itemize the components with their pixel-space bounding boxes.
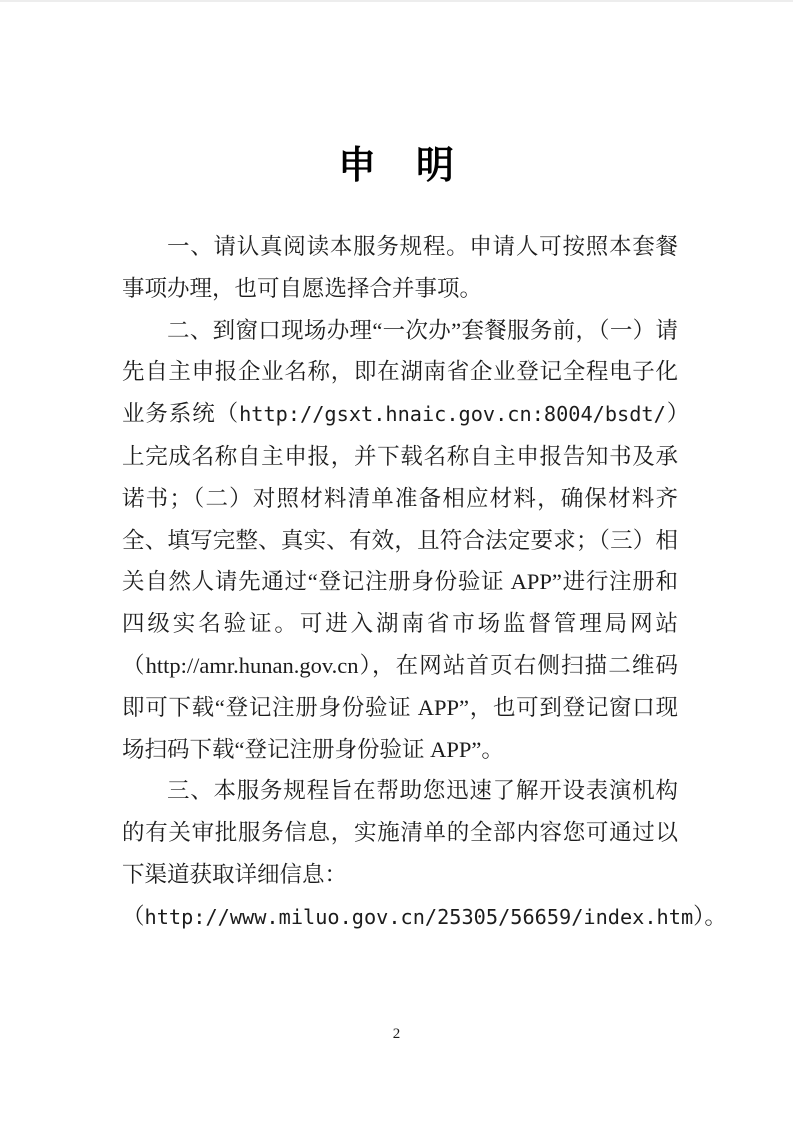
body-text-run: ），在网站首页右侧扫描二维码即可下载“登记注册身份验证 APP”，也可到登记窗口现场扫码下载“登记注册身份验证 APP”。 [122,652,678,762]
body-text-run: ）。 [693,903,727,929]
paragraph [122,310,678,771]
document-body [122,226,727,939]
page-number: 2 [392,1026,401,1042]
body-text-run: 一、请认真阅读本服务规程。申请人可按照本套餐事项办理，也可自愿选择合并事项。 [122,234,678,301]
paragraph [122,896,727,939]
url-text: http://www.miluo.gov.cn/25305/56659/index.htm [144,904,694,929]
body-text-run: 二、到窗口现场办理“一次办”套餐服务前，（一）请先自主申报企业名称，即在湖南省企业登记全程电子化业务系统（ [122,317,678,427]
url-text: http://amr.hunan.gov.cn [145,652,359,678]
body-text-run: 三、本服务规程旨在帮助您迅速了解开设表演机构的有关审批服务信息，实施清单的全部内容您可通过以下渠道获取详细信息： [122,778,678,887]
paragraph [122,226,678,310]
body-text-run: ）上完成名称自主申报，并下载名称自主申报告知书及承诺书；（二）对照材料清单准备相应材料，确保材料齐全、填写完整、真实、有效，且符合法定要求；（三）相关自然人请先通过“登记注册身份验证 APP”进行注册和四级实名验证。可进入湖南省市场监督管理局网站（ [122,401,678,678]
page-title: 申 明 [337,145,455,187]
url-text: http://gsxt.hnaic.gov.cn:8004/bsdt/ [239,402,666,427]
paragraph [122,770,678,895]
body-text-run: （ [122,903,145,929]
